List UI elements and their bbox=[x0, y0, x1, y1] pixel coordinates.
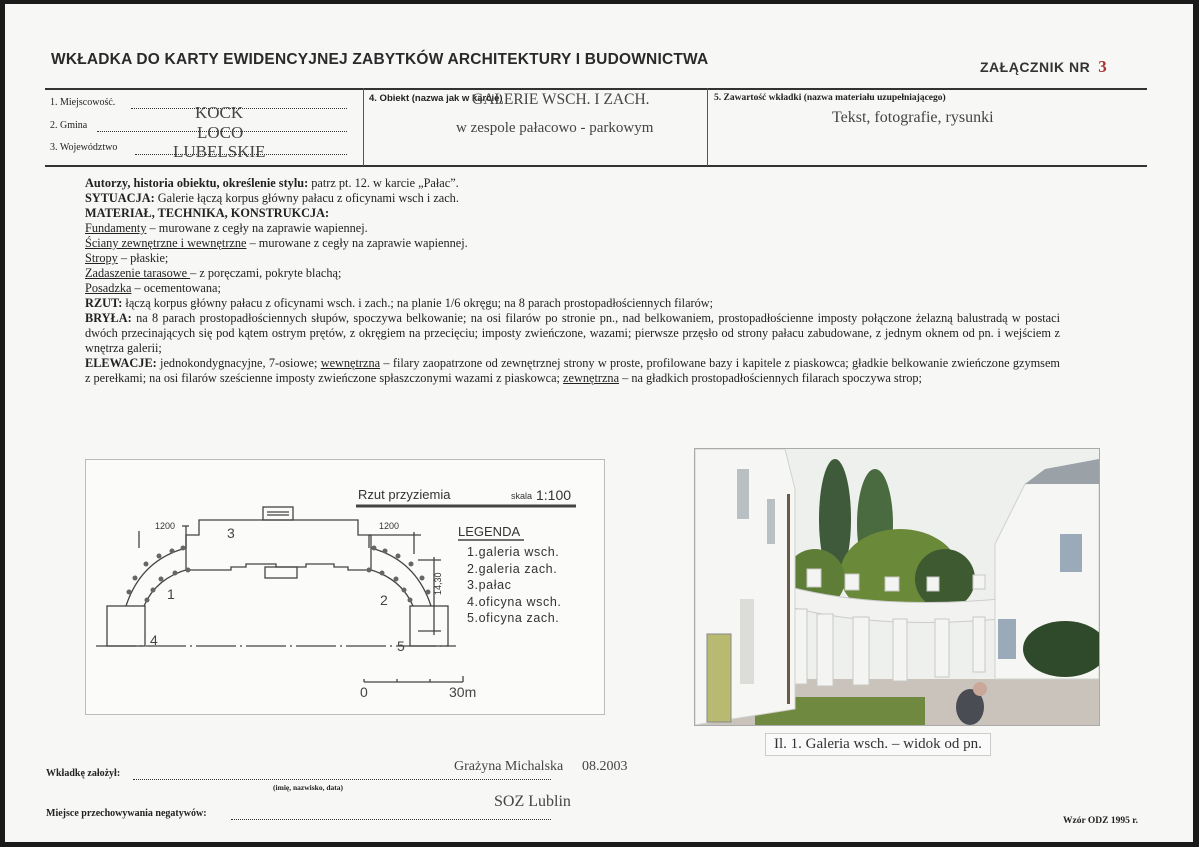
plan-label-4: 4 bbox=[150, 632, 158, 648]
label-material: MATERIAŁ, TECHNIKA, KONSTRUKCJA: bbox=[85, 206, 330, 220]
legend-item: 2.galeria zach. bbox=[467, 561, 558, 576]
text-sytuacja: Galerie łączą korpus główny pałacu z oficynami wsch i zach. bbox=[154, 191, 459, 205]
paragraph-posadzka bbox=[85, 281, 1060, 296]
header-rule-top bbox=[45, 88, 1147, 90]
footer-wkladke-label: Wkładkę założył: bbox=[46, 768, 121, 779]
label-bryla: BRYŁA: bbox=[85, 311, 132, 325]
photo-caption: Il. 1. Galeria wsch. – widok od pn. bbox=[765, 733, 991, 756]
legend-title: LEGENDA bbox=[458, 524, 521, 539]
paragraph-rzut bbox=[85, 296, 1060, 311]
text-autorzy: patrz pt. 12. w karcie „Pałac”. bbox=[308, 176, 459, 190]
field-gmina-value: LOCO bbox=[197, 123, 244, 142]
document-title: WKŁADKA DO KARTY EWIDENCYJNEJ ZABYTKÓW ARCHITEKTURY I BUDOWNICTWA bbox=[51, 51, 709, 68]
label-sytuacja: SYTUACJA: bbox=[85, 191, 155, 205]
scalebar-end: 30m bbox=[449, 684, 477, 700]
text-rzut: łączą korpus główny pałacu z oficynami wsch. i zach.; na planie 1/6 okręgu; na 8 parach prostopadłościennych filarów; bbox=[122, 296, 714, 310]
floor-plan-drawing bbox=[85, 459, 605, 715]
plan-label-2: 2 bbox=[380, 592, 388, 608]
form-template-note: Wzór ODZ 1995 r. bbox=[1063, 816, 1138, 826]
footer-miejsce-label: Miejsce przechowywania negatywów: bbox=[46, 808, 207, 819]
heading-material bbox=[85, 206, 1060, 221]
legend-item: 3.pałac bbox=[467, 578, 512, 592]
text-bryla: na 8 parach prostopadłościennych słupów, spoczywa belkowanie; na osi filarów po stronie pn., nad belkowaniem, prostopadłościenne imposty połączone żelazną balustradą w postaci dwóch przecinających się pod kątem ostrym prętów, z okręgiem na przecięciu; imposty zwieńczone, wazami; pierwsze przęsło od strony pałacu zabudowane, z jednym oknem od pn. i wejściem z wnętrza galerii; bbox=[85, 311, 1060, 355]
field-zawartosc-value: Tekst, fotografie, rysunki bbox=[832, 109, 994, 126]
footer-miejsce-value: SOZ Lublin bbox=[494, 793, 571, 810]
field-wojewodztwo-value: LUBELSKIE bbox=[173, 142, 266, 161]
field-obiekt-label: 4. Obiekt (nazwa jak w karcie) bbox=[369, 93, 503, 104]
plan-scale-label: skala bbox=[511, 491, 533, 501]
field-miejscowosc-label: 1. Miejscowość. bbox=[50, 97, 116, 108]
paragraph-sciany bbox=[85, 236, 1060, 251]
text-elewacje-3: – na gładkich prostopadłościennych filarach spoczywa strop; bbox=[619, 371, 922, 385]
text-zadaszenie: – z poręczami, pokryte blachą; bbox=[190, 266, 342, 280]
attachment-label bbox=[980, 57, 1107, 77]
paragraph-elewacje bbox=[85, 356, 1060, 386]
footer-miejsce-line bbox=[231, 819, 551, 820]
attachment-label-text: ZAŁĄCZNIK NR bbox=[980, 59, 1091, 75]
legend-item: 5.oficyna zach. bbox=[467, 611, 560, 625]
header-rule-bottom bbox=[45, 165, 1147, 167]
legend-list bbox=[467, 544, 561, 627]
label-posadzka: Posadzka bbox=[85, 281, 132, 295]
plan-label-5: 5 bbox=[397, 638, 405, 654]
plan-label-1: 1 bbox=[167, 586, 175, 602]
legend-item: 1.galeria wsch. bbox=[467, 545, 560, 559]
text-sciany: – murowane z cegły na zaprawie wapiennej. bbox=[246, 236, 468, 250]
dimension-left: 1200 bbox=[155, 521, 176, 531]
dimension-right: 1200 bbox=[379, 521, 400, 531]
paragraph-bryla bbox=[85, 311, 1060, 356]
paragraph-stropy bbox=[85, 251, 1060, 266]
footer-wkladke-line bbox=[133, 779, 551, 780]
label-wewnetrzna: wewnętrzna bbox=[320, 356, 381, 370]
document-page bbox=[5, 4, 1193, 842]
paragraph-zadaszenie bbox=[85, 266, 1060, 281]
field-zawartosc-label: 5. Zawartość wkładki (nazwa materiału uzupełniającego) bbox=[714, 93, 946, 103]
text-elewacje: jednokondygnacyjne, 7-osiowe; bbox=[156, 356, 321, 370]
footer-hint: (imię, nazwisko, data) bbox=[273, 783, 343, 792]
description-text bbox=[85, 176, 1060, 386]
text-fundamenty: – murowane z cegły na zaprawie wapiennej. bbox=[146, 221, 368, 235]
column-divider bbox=[363, 88, 364, 166]
field-obiekt-value: GALERIE WSCH. I ZACH. bbox=[472, 91, 650, 108]
paragraph-fundamenty bbox=[85, 221, 1060, 236]
paragraph-sytuacja bbox=[85, 191, 1060, 206]
label-stropy: Stropy bbox=[85, 251, 118, 265]
field-wojewodztwo-label: 3. Województwo bbox=[50, 142, 118, 153]
label-rzut: RZUT: bbox=[85, 296, 123, 310]
label-zewnetrzna: zewnętrzna bbox=[563, 371, 620, 385]
legend-item: 4.oficyna wsch. bbox=[467, 594, 562, 609]
gallery-photo bbox=[694, 448, 1100, 726]
label-elewacje: ELEWACJE: bbox=[85, 356, 157, 370]
photo-scene-svg bbox=[695, 449, 1099, 725]
plan-title: Rzut przyziemia bbox=[358, 487, 451, 502]
column-divider bbox=[707, 88, 708, 166]
footer-author-name: Grażyna Michalska bbox=[454, 759, 564, 774]
plan-scale-value: 1:100 bbox=[536, 487, 572, 503]
plan-label-3: 3 bbox=[227, 525, 235, 541]
paragraph-autorzy bbox=[85, 176, 1060, 191]
dimension-vertical: 14,30 bbox=[433, 572, 443, 595]
field-gmina-label: 2. Gmina bbox=[50, 120, 88, 131]
label-fundamenty: Fundamenty bbox=[85, 221, 147, 235]
label-sciany: Ściany zewnętrzne i wewnętrzne bbox=[85, 236, 247, 250]
attachment-number: 3 bbox=[1098, 57, 1108, 76]
label-zadaszenie: Zadaszenie tarasowe bbox=[85, 266, 191, 280]
text-posadzka: – ocementowana; bbox=[131, 281, 221, 295]
text-stropy: – płaskie; bbox=[117, 251, 169, 265]
field-miejscowosc-value: KOCK bbox=[195, 103, 244, 122]
text-elewacje-2: – filary zaopatrzone od zewnętrznej strony w proste, profilowane bazy i kapitele z piaskowca; gładkie belkowanie zwieńczone gzymsem z perełkami; na osi filarów sześcienne imposty zwieńczone spłaszczonymi wazami z piaskowca; bbox=[85, 356, 1060, 385]
field-obiekt-value-line2: w zespole pałacowo - parkowym bbox=[456, 120, 654, 136]
scalebar-start: 0 bbox=[360, 684, 368, 700]
footer-date: 08.2003 bbox=[582, 759, 628, 774]
label-autorzy: Autorzy, historia obiektu, określenie stylu: bbox=[85, 176, 309, 190]
